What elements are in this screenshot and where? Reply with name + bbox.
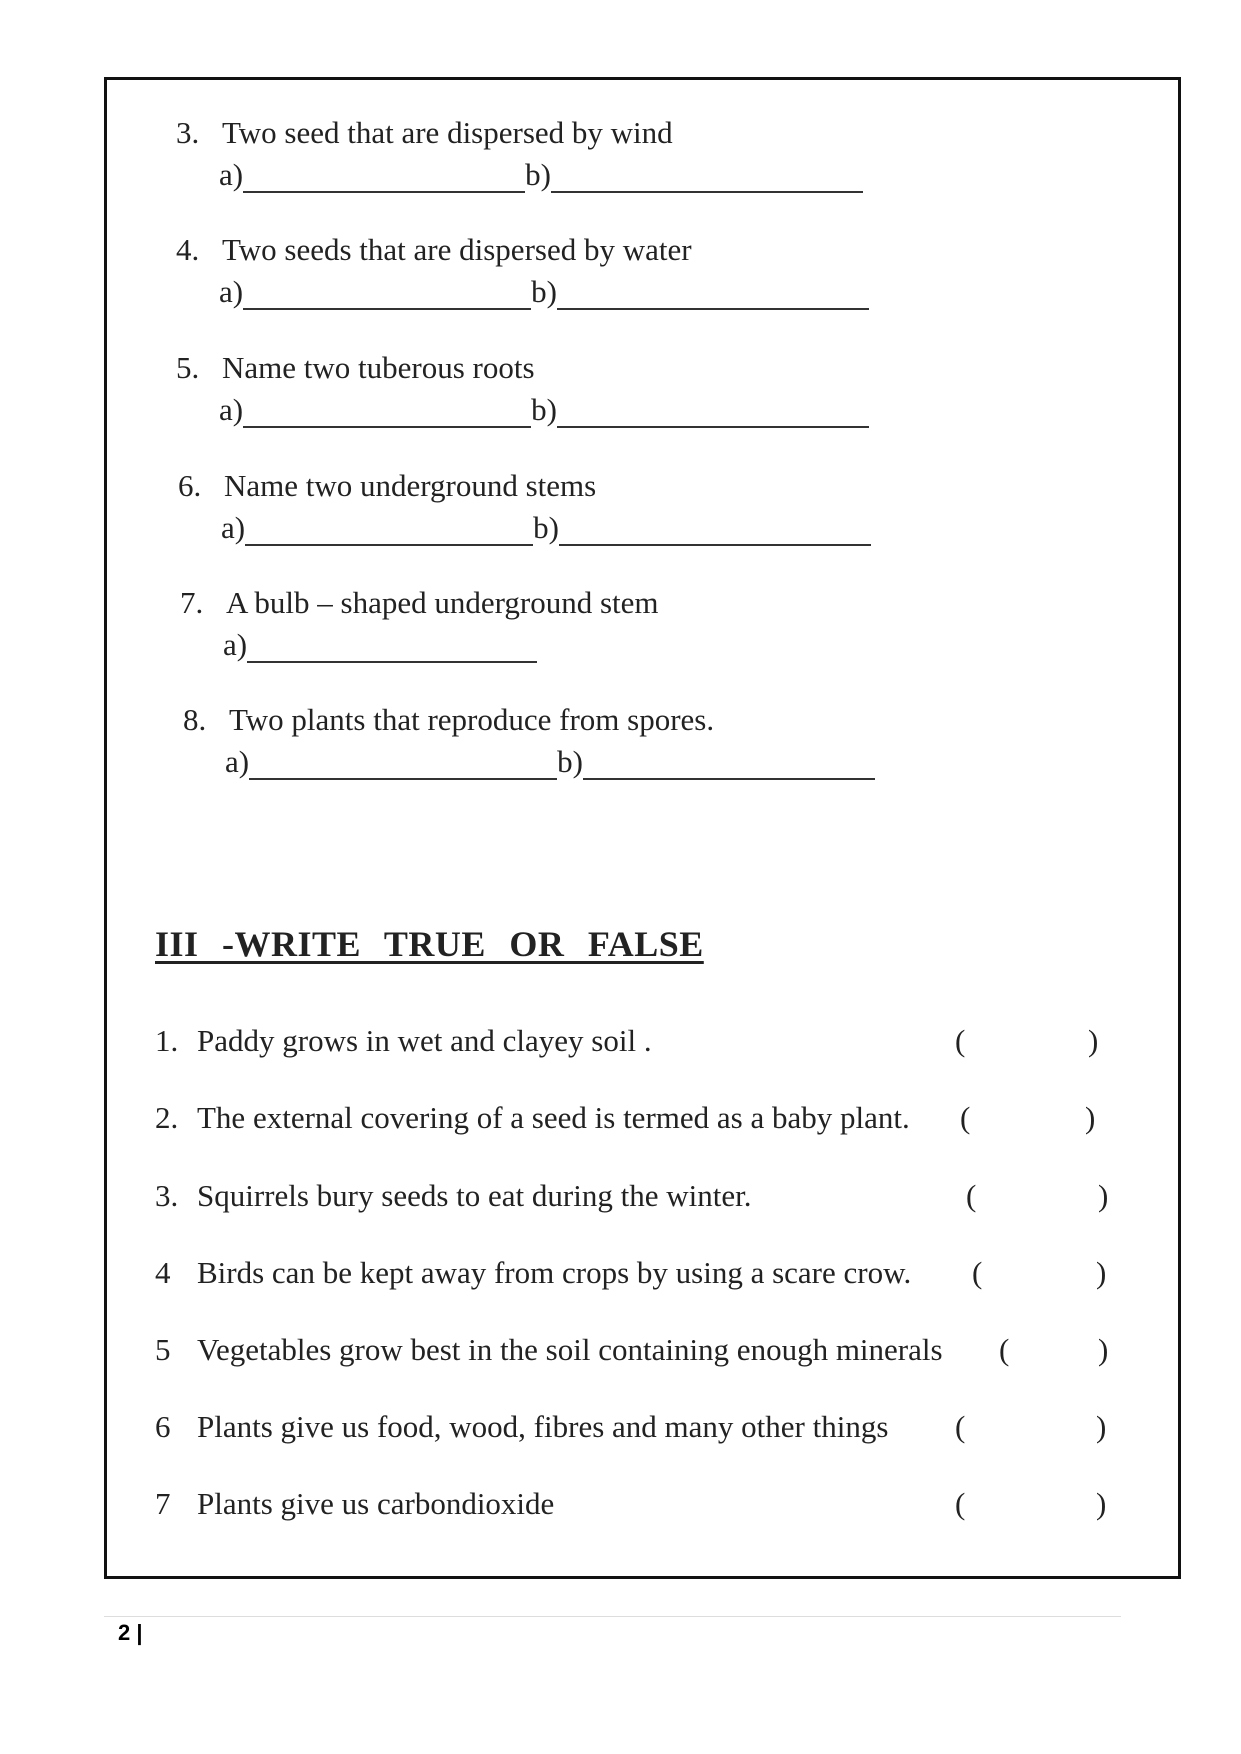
answer-a-blank[interactable] [243,398,531,428]
item-number: 6 [155,1409,171,1444]
tf-item-5 [155,1332,943,1368]
answer-a-label: a) [223,627,248,662]
answer-paren-open[interactable]: ( [955,1023,966,1058]
answer-b-blank[interactable] [551,163,863,193]
question-number: 6. [178,468,202,503]
question-text: Name two underground stems [224,468,597,503]
answer-b-label: b) [531,274,557,309]
answer-paren-close: ) [1088,1023,1099,1058]
answer-row-3 [219,157,863,193]
question-number: 8. [183,702,207,737]
answer-a-blank[interactable] [243,280,531,310]
tf-item-7 [155,1486,554,1522]
footer-divider [104,1616,1121,1617]
item-text: Paddy grows in wet and clayey soil . [197,1023,652,1058]
item-number: 7 [155,1486,171,1521]
answer-a-label: a) [221,510,246,545]
answer-b-blank[interactable] [559,516,871,546]
page-number: 2 | [118,1620,143,1645]
answer-a-label: a) [219,157,244,192]
question-6 [178,468,596,504]
question-8 [183,702,714,738]
item-text: The external covering of a seed is termed as a baby plant. [197,1100,910,1135]
item-number: 5 [155,1332,171,1367]
item-number: 4 [155,1255,171,1290]
question-text: Two seed that are dispersed by wind [222,115,673,150]
answer-a-blank[interactable] [243,163,525,193]
item-number: 1. [155,1023,179,1058]
question-number: 4. [176,232,200,267]
question-number: 7. [180,585,204,620]
question-number: 3. [176,115,200,150]
question-number: 5. [176,350,200,385]
answer-b-blank[interactable] [557,280,869,310]
question-3 [176,115,673,151]
answer-a-blank[interactable] [247,633,537,663]
item-number: 2. [155,1100,179,1135]
answer-row-5 [219,392,869,428]
answer-paren-close: ) [1098,1332,1109,1367]
question-text: A bulb – shaped underground stem [226,585,659,620]
answer-a-label: a) [219,274,244,309]
answer-paren-close: ) [1096,1409,1107,1444]
item-text: Squirrels bury seeds to eat during the winter. [197,1178,752,1213]
answer-row-8 [225,744,875,780]
answer-b-blank[interactable] [583,750,875,780]
answer-b-label: b) [525,157,551,192]
item-text: Vegetables grow best in the soil containing enough minerals [197,1332,943,1367]
answer-b-label: b) [533,510,559,545]
answer-paren-open[interactable]: ( [999,1332,1010,1367]
answer-b-blank[interactable] [557,398,869,428]
question-text: Two plants that reproduce from spores. [229,702,715,737]
answer-a-label: a) [219,392,244,427]
question-4 [176,232,692,268]
answer-paren-close: ) [1098,1178,1109,1213]
answer-paren-close: ) [1096,1255,1107,1290]
answer-row-6 [221,510,871,546]
tf-item-3 [155,1178,751,1214]
tf-item-1 [155,1023,652,1059]
answer-a-label: a) [225,744,250,779]
answer-b-label: b) [557,744,583,779]
tf-item-2 [155,1100,910,1136]
answer-a-blank[interactable] [249,750,557,780]
answer-row-4 [219,274,869,310]
item-text: Plants give us carbondioxide [197,1486,555,1521]
tf-item-6 [155,1409,888,1445]
answer-b-label: b) [531,392,557,427]
item-number: 3. [155,1178,179,1213]
answer-paren-open[interactable]: ( [966,1178,977,1213]
answer-row-7 [223,627,537,663]
question-5 [176,350,535,386]
question-text: Two seeds that are dispersed by water [222,232,692,267]
answer-paren-close: ) [1096,1486,1107,1521]
item-text: Plants give us food, wood, fibres and many other things [197,1409,889,1444]
tf-item-4 [155,1255,911,1291]
answer-paren-open[interactable]: ( [955,1486,966,1521]
question-7 [180,585,659,621]
item-text: Birds can be kept away from crops by using a scare crow. [197,1255,912,1290]
section-heading: III -WRITE TRUE OR FALSE [155,924,704,964]
question-text: Name two tuberous roots [222,350,535,385]
answer-paren-open[interactable]: ( [960,1100,971,1135]
answer-paren-close: ) [1085,1100,1096,1135]
answer-paren-open[interactable]: ( [972,1255,983,1290]
answer-a-blank[interactable] [245,516,533,546]
answer-paren-open[interactable]: ( [955,1409,966,1444]
